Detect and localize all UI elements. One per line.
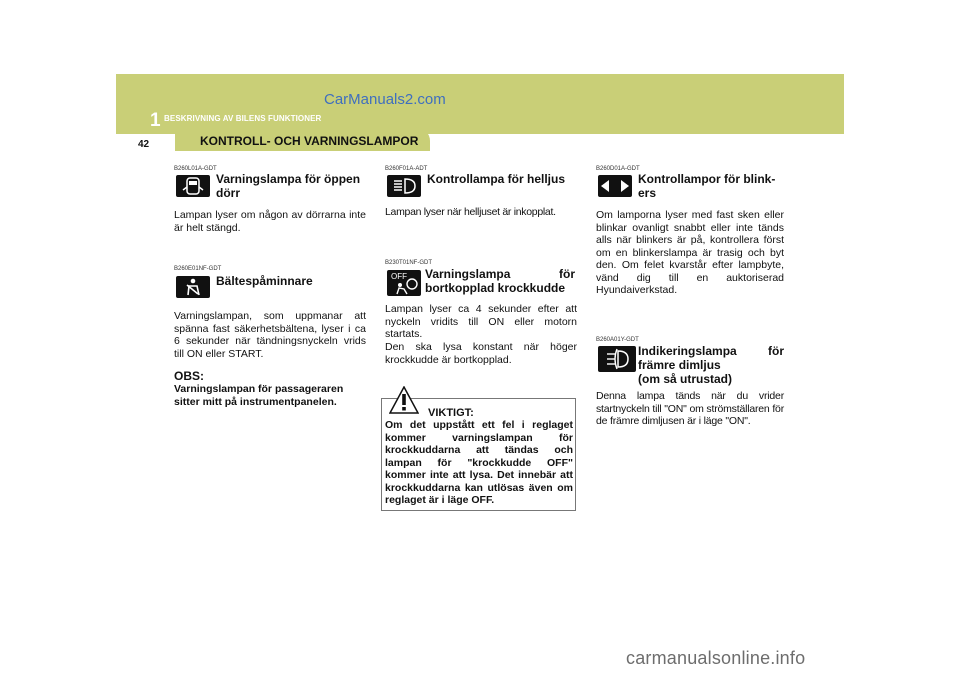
warning-text: Om det uppstått ett fel i reglaget kommer varningslampan för krockkuddarna att tändas och lampan för "krockkudde OFF" kommer inte att lysa. Det innebär att krockkuddarna kan utlösas även om reglaget är i läge OFF.	[385, 419, 573, 506]
fog-title-line3: (om så utrustad)	[638, 372, 733, 386]
front-fog-light-icon	[598, 346, 636, 372]
door-text: Lampan lyser om någon av dörrarna inte är helt stängd.	[174, 209, 366, 234]
page-number: 42	[138, 139, 150, 150]
open-door-car-icon	[176, 175, 210, 197]
fog-title-line2: främre dimljus	[638, 358, 721, 372]
airbag-code: B230T01NF-GDT	[385, 260, 433, 266]
section-code: B260L01A-GDT	[174, 166, 217, 172]
turn-text: Om lamporna lyser med fast sken eller blinkar ovanligt snabbt eller inte tänds alls när blinkers är på, kontrollera först om en blinkerslampa är trasig och byt den. Om felet kvarstår efter lampbyte, vänd dig till en auktoriserad Hyundaiverkstad.	[596, 209, 784, 296]
watermark-bottom[interactable]: carmanualsonline.info	[626, 648, 806, 668]
watermark-top[interactable]: CarManuals2.com	[324, 91, 446, 108]
high-beam-icon	[387, 175, 421, 197]
belt-title: Bältespåminnare	[216, 274, 313, 288]
turn-title: Kontrollampor för blink-ers	[638, 172, 776, 200]
fog-text: Denna lampa tänds när du vrider startnyckeln till "ON" om strömställaren för de främre dimljusen är i läge "ON".	[596, 390, 784, 427]
airbag-text-2: Den ska lysa konstant när höger krockkudde är bortkopplad.	[385, 341, 577, 366]
fog-code: B260A01Y-GDT	[596, 337, 639, 343]
belt-code: B260E01NF-GDT	[174, 266, 222, 272]
warning-title: VIKTIGT:	[428, 407, 474, 419]
warning-exclamation-icon	[389, 386, 419, 414]
airbag-title-line1: Varningslampa för	[425, 267, 575, 281]
chapter-title: BESKRIVNING AV BILENS FUNKTIONER	[164, 114, 322, 123]
airbag-off-icon	[387, 270, 421, 296]
obs-title: OBS:	[174, 369, 204, 383]
highbeam-title: Kontrollampa för helljus	[427, 172, 566, 186]
highbeam-text: Lampan lyser när helljuset är inkopplat.	[385, 206, 556, 218]
highbeam-code: B260F01A-ADT	[385, 166, 428, 172]
turn-signal-arrows-icon	[598, 175, 632, 197]
airbag-title-line2: bortkopplad krockkudde	[425, 281, 566, 295]
belt-text: Varningslampan, som uppmanar att spänna fast säkerhetsbältena, lyser i ca 6 sekunder när tändningsnyckeln vrids till ON eller START.	[174, 310, 366, 360]
section-title: KONTROLL- OCH VARNINGSLAMPOR	[200, 134, 419, 148]
seatbelt-icon	[176, 276, 210, 298]
obs-text: Varningslampan för passageraren sitter mitt på instrumentpanelen.	[174, 383, 344, 408]
chapter-number: 1	[150, 110, 161, 131]
door-title: Varningslampa för öppen dörr	[216, 172, 361, 200]
airbag-off-label: OFF	[391, 272, 407, 281]
turn-code: B260D01A-GDT	[596, 166, 640, 172]
airbag-text-1: Lampan lyser ca 4 sekunder efter att nyckeln vridits till ON eller motorn startats.	[385, 303, 577, 340]
fog-title-line1: Indikeringslampa för	[638, 344, 784, 358]
header-band	[116, 74, 844, 134]
